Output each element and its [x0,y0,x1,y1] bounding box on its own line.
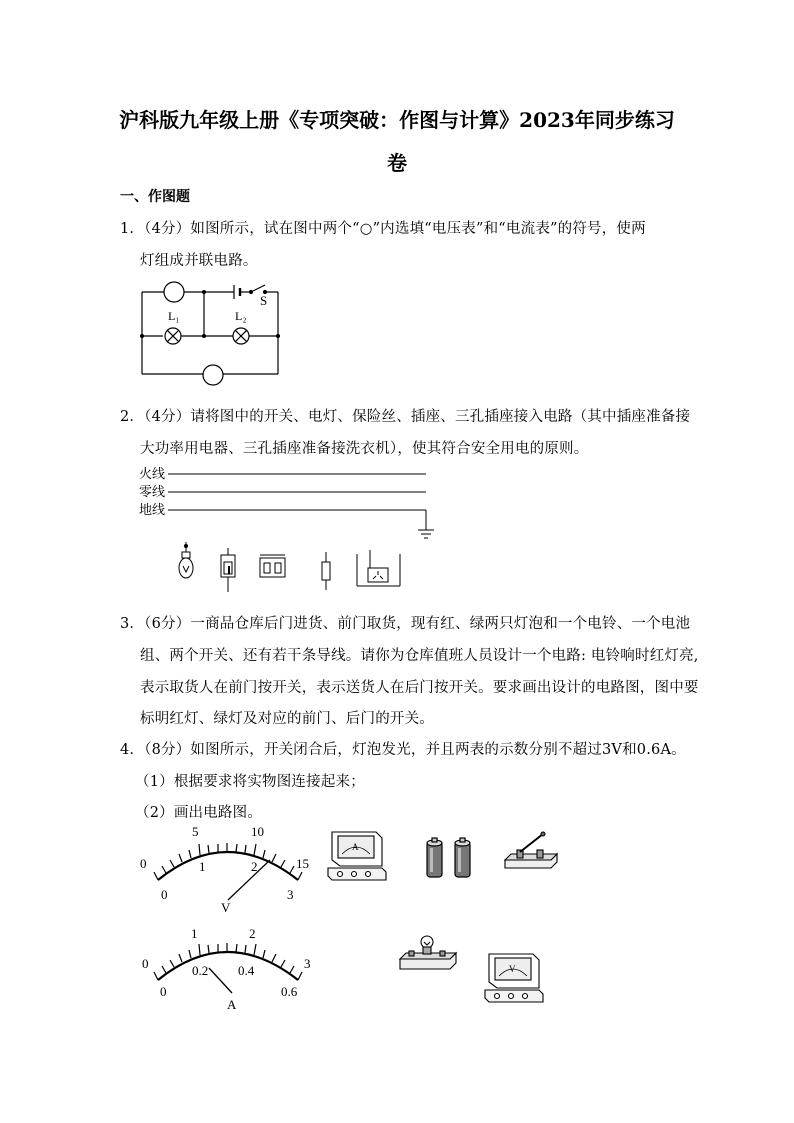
q3-line3: 表示取货人在前门按开关，表示送货人在后门按开关。要求画出设计的电路图，图中要 [140,680,699,696]
q3-line2: 组、两个开关、还有若干条导线。请你为仓库值班人员设计一个电路: 电铃响时红灯亮, [140,648,699,664]
ammeter-device [326,828,388,884]
q2-line1: 2．（4分）请将图中的开关、电灯、保险丝、插座、三孔插座接入电路（其中插座准备接 [120,409,691,425]
q1-line2: 灯组成并联电路。 [140,253,258,269]
lamp2-label: L₂ [235,309,247,323]
a-inner-tick-2: 0.4 [238,963,255,978]
a-outer-tick-2: 2 [249,926,256,941]
v-inner-tick-3: 3 [287,887,294,902]
a-outer-tick-0: 0 [142,956,149,971]
section-heading: 一、作图题 [120,189,190,205]
q1-circuit-diagram [130,275,290,390]
q3-line4: 标明红灯、绿灯及对应的前门、后门的开关。 [140,711,434,727]
meter-circle-top [164,282,184,302]
paper-title-line1: 沪科版九年级上册《专项突破：作图与计算》2023年同步练习 [119,108,675,132]
v-outer-tick-0: 0 [140,856,147,871]
q1-line1: 1．（4分）如图所示，试在图中两个“○”内选填“电压表”和“电流表”的符号，使两 [120,221,646,237]
a-inner-tick-3: 0.6 [281,984,298,999]
paper-title-line2: 卷 [387,151,407,175]
q2-line2: 大功率用电器、三孔插座准备接洗衣机），使其符合安全用电的原则。 [140,441,589,457]
knife-switch [503,830,559,875]
lamp1-label: L₁ [168,309,180,323]
switch-label: S [260,293,268,308]
v-inner-tick-2: 2 [251,859,258,874]
a-outer-tick-3: 3 [304,956,311,971]
q3-line1: 3．（6分）一商品仓库后门进货、前门取货，现有红、绿两只灯泡和一个电铃、一个电池 [120,616,691,632]
v-inner-tick-1: 1 [199,859,206,874]
q4-sub1: （1）根据要求将实物图连接起来； [135,774,365,790]
battery-pair [423,836,478,881]
ammeter-device-letter: A [352,842,359,852]
live-wire-label: 火线 [139,466,166,481]
ammeter-dial [130,920,325,1015]
q4-sub2: （2）画出电路图。 [135,805,263,821]
ammeter-unit: A [227,997,237,1012]
ground-wire-label: 地线 [139,502,166,517]
v-inner-tick-0: 0 [161,887,168,902]
meter-circle-bottom [203,365,223,385]
voltmeter-device-letter: V [509,964,516,974]
voltmeter-device [483,950,545,1006]
q2-wiring-diagram [130,462,450,592]
v-outer-tick-1: 5 [192,824,199,839]
voltmeter-dial [130,820,325,920]
a-outer-tick-1: 1 [191,926,198,941]
q4-line1: 4．（8分）如图所示，开关闭合后，灯泡发光，并且两表的示数分别不超过3V和0.6A。 [120,742,686,758]
a-inner-tick-1: 0.2 [192,963,209,978]
a-inner-tick-0: 0 [160,984,167,999]
v-outer-tick-3: 15 [296,856,309,871]
neutral-wire-label: 零线 [139,484,166,499]
voltmeter-unit: V [221,900,231,915]
bulb-on-base [398,933,458,973]
v-outer-tick-2: 10 [251,824,264,839]
